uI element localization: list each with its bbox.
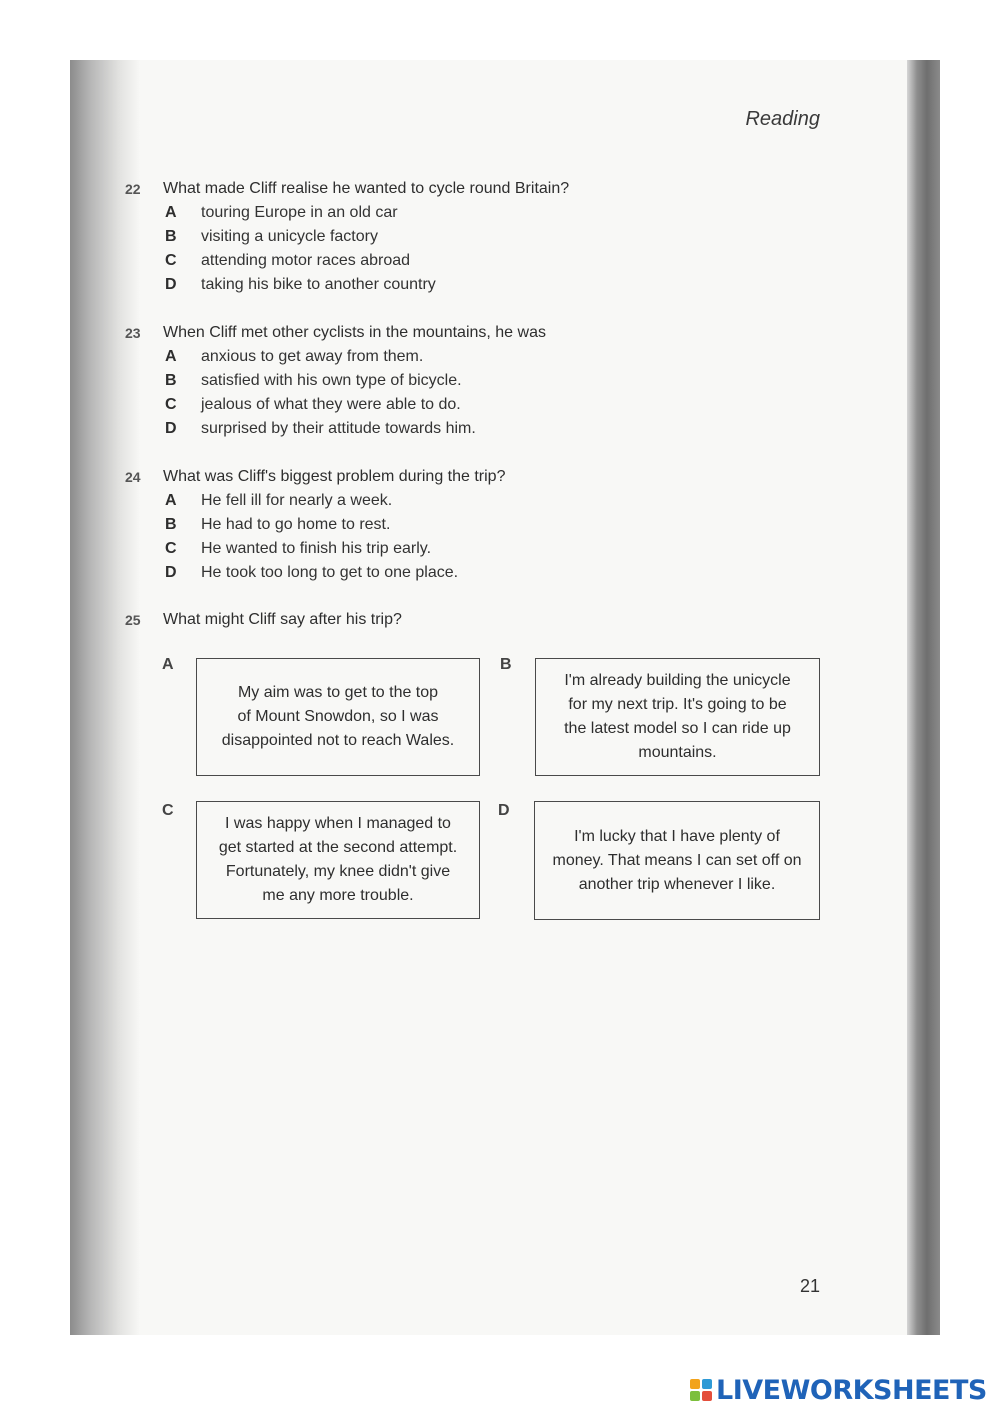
option-text: taking his bike to another country <box>201 276 436 293</box>
question-23 <box>125 321 825 441</box>
box-letter-d: D <box>498 802 510 819</box>
option-text: He had to go home to rest. <box>201 516 391 533</box>
question-text: What made Cliff realise he wanted to cycle round Britain? <box>163 180 570 197</box>
option-letter: A <box>165 348 177 365</box>
option-letter: B <box>165 516 177 533</box>
box-letter-c: C <box>162 802 174 819</box>
option-letter: B <box>165 228 177 245</box>
option-letter: A <box>165 492 177 509</box>
option-c <box>125 537 825 561</box>
box-line: for my next trip. It's going to be <box>568 696 787 713</box>
question-number: 25 <box>125 612 141 628</box>
option-b <box>125 225 825 249</box>
question-text: What might Cliff say after his trip? <box>163 611 402 628</box>
box-line: I'm already building the unicycle <box>564 672 791 689</box>
box-line: of Mount Snowdon, so I was <box>237 708 439 725</box>
question-number: 22 <box>125 181 141 197</box>
question-24 <box>125 465 825 585</box>
option-text: He fell ill for nearly a week. <box>201 492 393 509</box>
question-number: 24 <box>125 469 141 485</box>
option-a <box>125 345 825 369</box>
option-letter: A <box>165 204 177 221</box>
logo-text: LIVEWORKSHEETS <box>716 1374 987 1406</box>
logo-square <box>702 1379 712 1389</box>
option-letter: C <box>165 396 177 413</box>
option-text: attending motor races abroad <box>201 252 411 269</box>
option-d <box>125 273 825 297</box>
box-line: mountains. <box>638 744 717 761</box>
option-d <box>125 417 825 441</box>
question-25 <box>125 608 825 632</box>
box-line: the latest model so I can ride up <box>564 720 791 737</box>
answer-box-d <box>534 801 820 920</box>
option-text: satisfied with his own type of bicycle. <box>201 372 462 389</box>
question-text: What was Cliff's biggest problem during the trip? <box>163 468 506 485</box>
question-text: When Cliff met other cyclists in the mountains, he was <box>163 324 546 341</box>
option-letter: D <box>165 564 177 581</box>
option-text: anxious to get away from them. <box>201 348 424 365</box>
box-line: My aim was to get to the top <box>237 684 439 701</box>
box-line: get started at the second attempt. <box>218 839 458 856</box>
logo-square <box>702 1391 712 1401</box>
box-letter-b: B <box>500 656 512 673</box>
question-number: 23 <box>125 325 141 341</box>
option-b <box>125 513 825 537</box>
option-c <box>125 249 825 273</box>
box-line: money. That means I can set off on <box>552 851 802 869</box>
logo-square <box>690 1391 700 1401</box>
logo-square <box>690 1379 700 1389</box>
option-text: visiting a unicycle factory <box>201 228 378 245</box>
option-letter: C <box>165 252 177 269</box>
box-line: another trip whenever I like. <box>578 875 776 893</box>
option-d <box>125 561 825 585</box>
option-a <box>125 201 825 225</box>
option-a <box>125 489 825 513</box>
box-line: I was happy when I managed to <box>225 815 451 832</box>
answer-box-b <box>535 658 820 776</box>
box-line: me any more trouble. <box>262 887 414 904</box>
option-text: He wanted to finish his trip early. <box>201 540 432 557</box>
liveworksheets-logo <box>690 1374 987 1406</box>
option-b <box>125 369 825 393</box>
answer-box-c <box>196 801 480 919</box>
question-22 <box>125 177 825 297</box>
option-letter: B <box>165 372 177 389</box>
option-text: He took too long to get to one place. <box>201 564 459 581</box>
option-c <box>125 393 825 417</box>
option-text: surprised by their attitude towards him. <box>201 420 476 437</box>
answer-box-a <box>196 658 480 776</box>
logo-grid-icon <box>690 1379 712 1401</box>
box-line: I'm lucky that I have plenty of <box>574 827 780 845</box>
option-letter: D <box>165 420 177 437</box>
worksheet-page <box>70 60 940 1335</box>
box-letter-a: A <box>162 656 174 673</box>
box-line: Fortunately, my knee didn't give <box>225 863 451 880</box>
option-letter: D <box>165 276 177 293</box>
option-text: jealous of what they were able to do. <box>201 396 461 413</box>
option-text: touring Europe in an old car <box>201 204 398 221</box>
section-label: Reading <box>745 108 820 130</box>
option-letter: C <box>165 540 177 557</box>
page-number: 21 <box>799 1276 820 1296</box>
page-edge-shadow <box>907 60 940 1335</box>
box-line: disappointed not to reach Wales. <box>221 732 455 749</box>
